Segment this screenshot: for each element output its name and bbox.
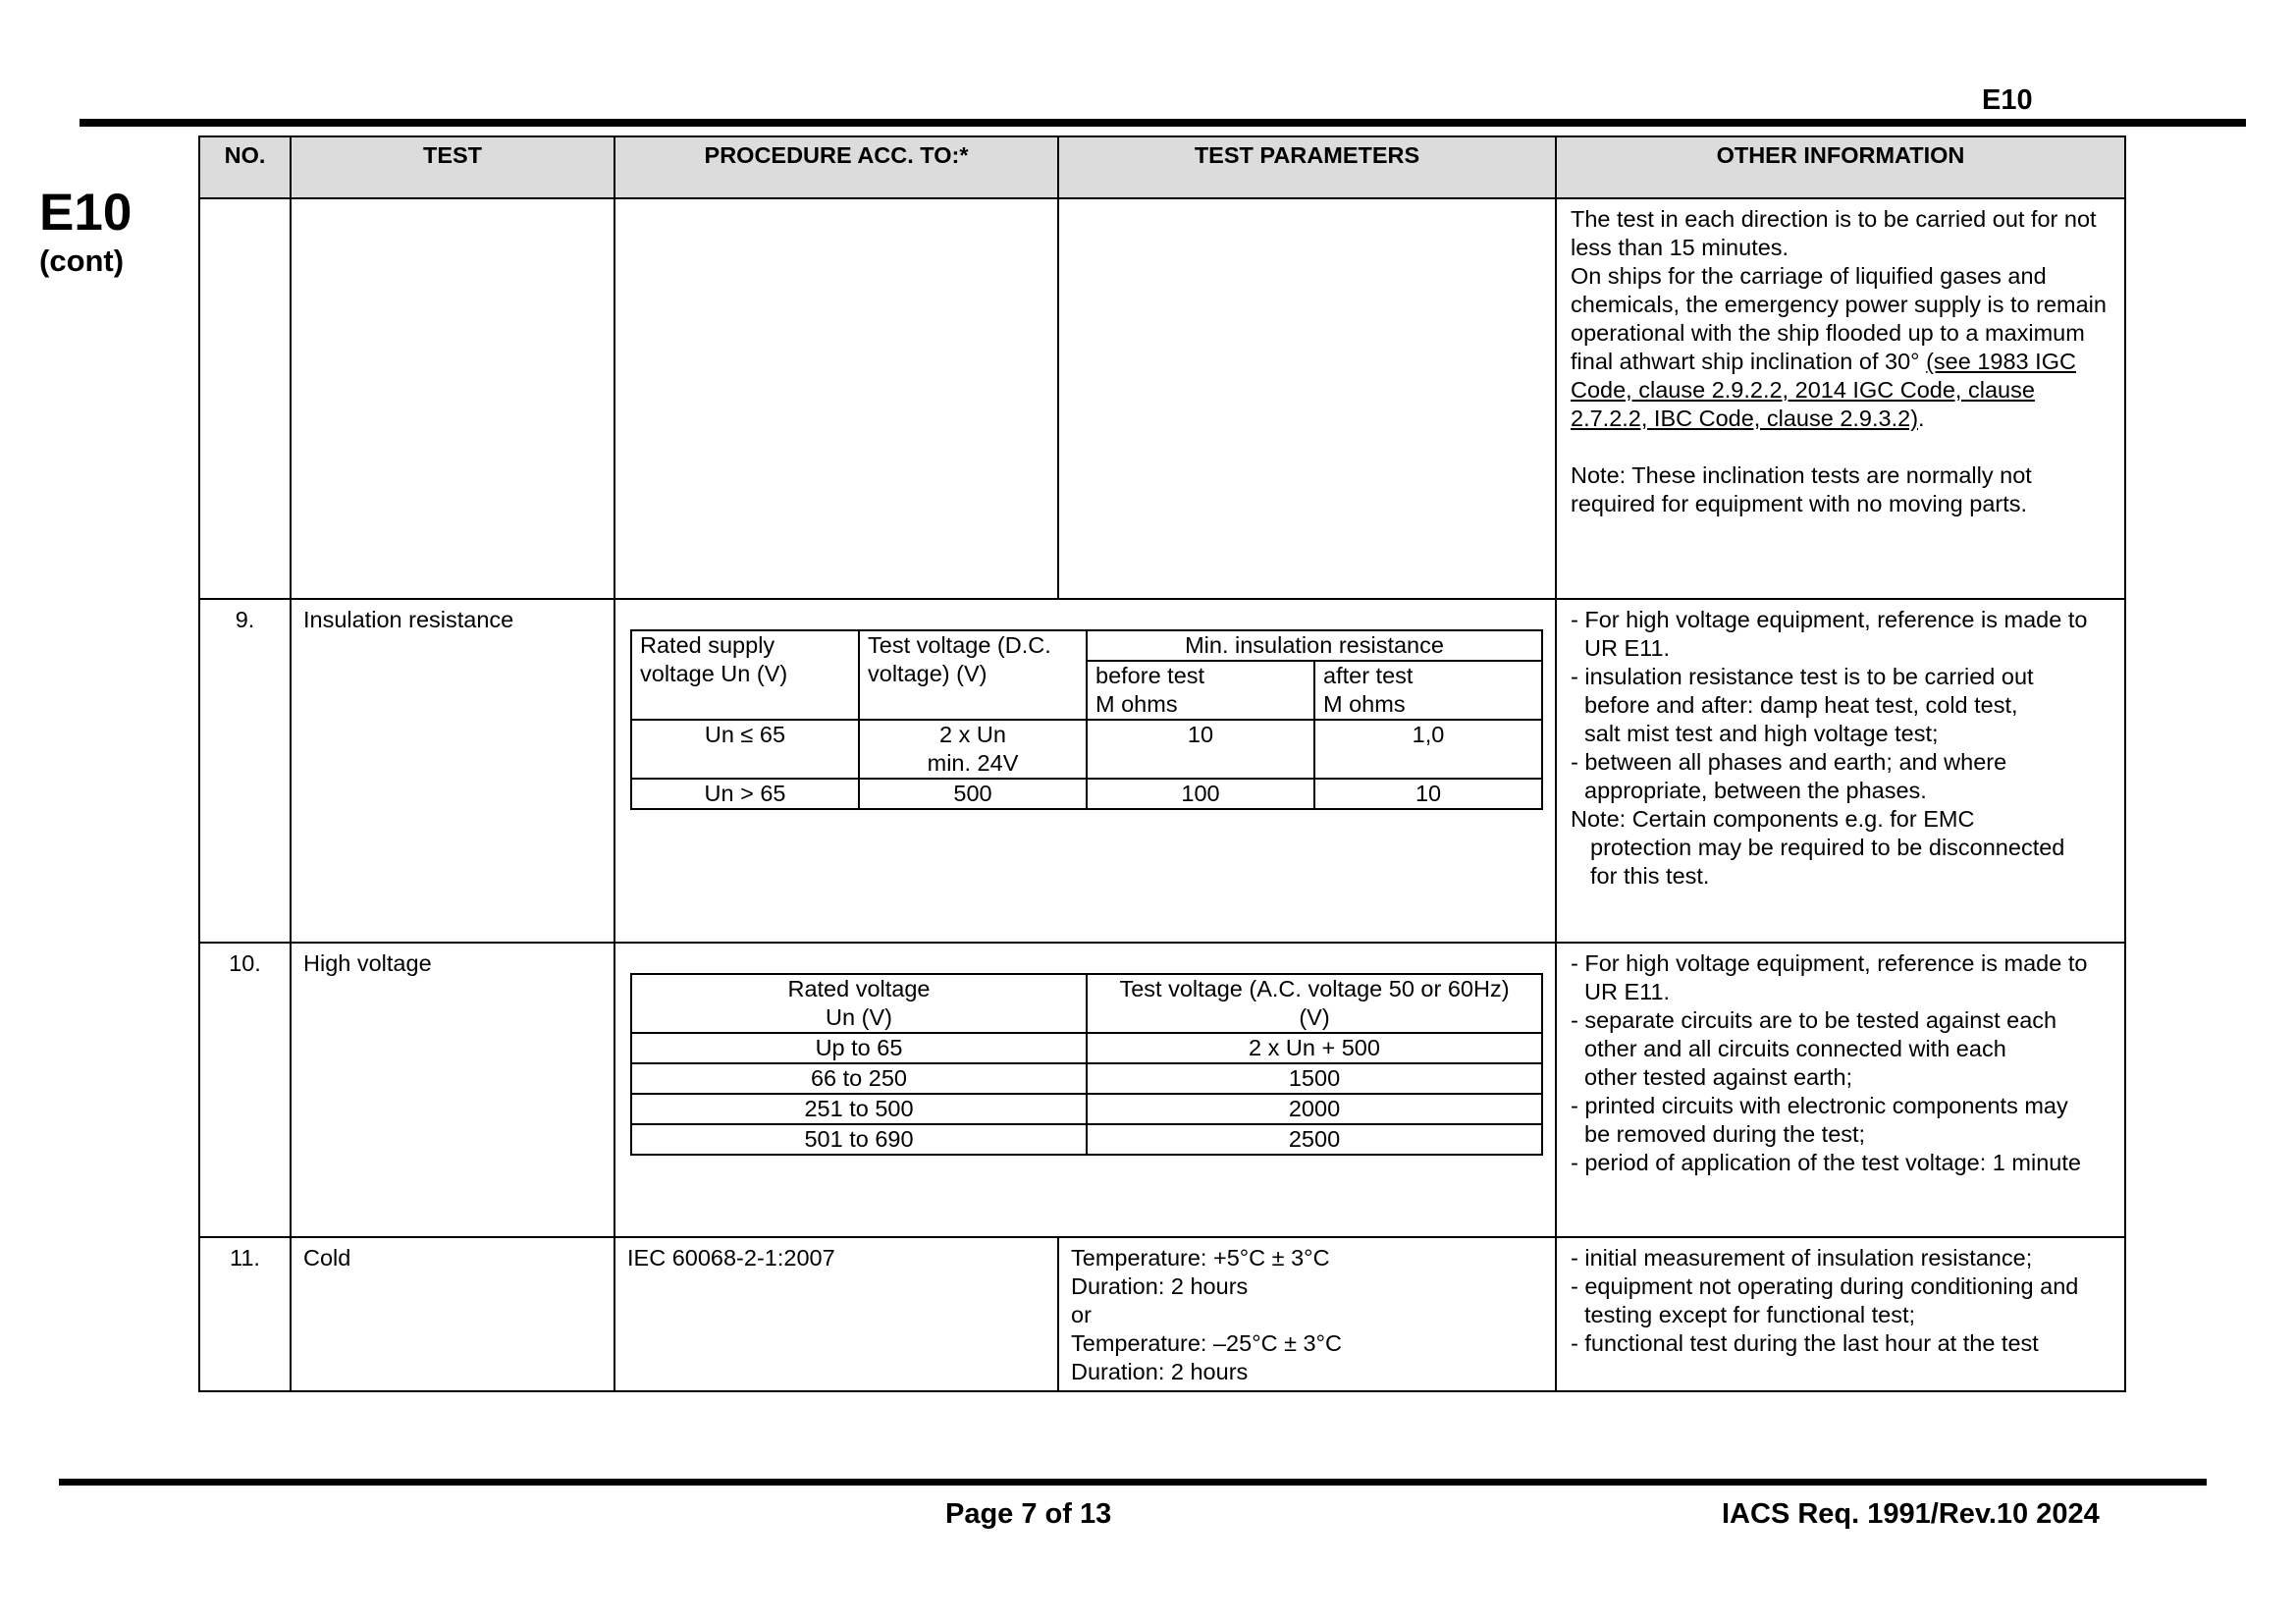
col-header-test: TEST xyxy=(291,136,614,198)
cell-no: 9. xyxy=(199,599,291,943)
other-text: The test in each direction is to be carried out for not less than 15 minutes. On ships for the carriage of liquified gases and chemicals, the emergency power supply is to remain operational with the ship flooded up to a maximum final athwart ship inclination of 30° xyxy=(1571,206,2107,374)
table-row xyxy=(199,943,2125,1237)
sub-row xyxy=(631,1033,1542,1063)
sub-cell: 2 x Un + 500 xyxy=(1087,1033,1542,1063)
sub-cell: 251 to 500 xyxy=(631,1094,1087,1124)
table-row xyxy=(199,1237,2125,1391)
sub-header-rated: Rated supply voltage Un (V) xyxy=(631,630,859,720)
other-line: - insulation resistance test is to be carried out xyxy=(1571,664,2034,689)
sub-row xyxy=(631,1124,1542,1155)
table-row xyxy=(199,198,2125,599)
side-cont: (cont) xyxy=(39,243,125,278)
other-line: other and all circuits connected with each xyxy=(1584,1036,2006,1061)
cell-other xyxy=(1556,198,2125,599)
sub-header-after: after test M ohms xyxy=(1314,661,1542,720)
high-voltage-subtable xyxy=(630,973,1543,1156)
sub-row xyxy=(631,779,1542,809)
other-line: before and after: damp heat test, cold test, xyxy=(1584,692,2018,718)
sub-cell: 2 x Un min. 24V xyxy=(859,720,1087,779)
cell-params xyxy=(1058,198,1556,599)
other-line: salt mist test and high voltage test; xyxy=(1584,721,1939,746)
table-header-row xyxy=(199,136,2125,198)
sub-cell: 501 to 690 xyxy=(631,1124,1087,1155)
other-line: - between all phases and earth; and where xyxy=(1571,749,2007,775)
col-header-no: NO. xyxy=(199,136,291,198)
other-line: UR E11. xyxy=(1584,979,1671,1004)
side-code: E10 xyxy=(39,184,133,242)
header-code: E10 xyxy=(1982,84,2033,116)
sub-cell: 2000 xyxy=(1087,1094,1542,1124)
igc-reference-link: (see 1983 IGC Code, clause 2.9.2.2, 2014 IGC Code, clause 2.7.2.2, IBC Code, clause 2.9.3.2) xyxy=(1571,349,2076,431)
other-line: - printed circuits with electronic components may xyxy=(1571,1093,2068,1118)
other-line: UR E11. xyxy=(1584,635,1671,661)
other-line: for this test. xyxy=(1590,863,1710,889)
cell-no xyxy=(199,198,291,599)
other-line: - functional test during the last hour at the test xyxy=(1571,1330,2039,1356)
sub-cell: Up to 65 xyxy=(631,1033,1087,1063)
cell-procedure-params xyxy=(614,599,1556,943)
cell-procedure-params xyxy=(614,943,1556,1237)
other-period: . xyxy=(1918,406,1925,431)
sub-cell: 100 xyxy=(1087,779,1314,809)
cell-test: Insulation resistance xyxy=(291,599,614,943)
sub-row xyxy=(631,1063,1542,1094)
other-line: - separate circuits are to be tested against each xyxy=(1571,1007,2057,1033)
other-line: be removed during the test; xyxy=(1584,1121,1866,1147)
cell-test: High voltage xyxy=(291,943,614,1237)
sub-cell: 10 xyxy=(1314,779,1542,809)
cell-no: 10. xyxy=(199,943,291,1237)
cell-other xyxy=(1556,943,2125,1237)
other-line: - equipment not operating during conditioning and xyxy=(1571,1273,2079,1299)
sub-header-test-voltage: Test voltage (D.C. voltage) (V) xyxy=(859,630,1087,720)
other-line: other tested against earth; xyxy=(1584,1064,1853,1090)
cell-no: 11. xyxy=(199,1237,291,1391)
sub-cell: 1,0 xyxy=(1314,720,1542,779)
sub-header-min-resistance: Min. insulation resistance xyxy=(1087,630,1542,661)
document-reference: IACS Req. 1991/Rev.10 2024 xyxy=(1722,1498,2100,1530)
sub-header-test-voltage: Test voltage (A.C. voltage 50 or 60Hz) (V) xyxy=(1087,974,1542,1033)
cell-procedure: IEC 60068-2-1:2007 xyxy=(614,1237,1058,1391)
footer-rule xyxy=(59,1479,2207,1486)
cell-procedure xyxy=(614,198,1058,599)
other-line: protection may be required to be disconnected xyxy=(1590,835,2065,860)
other-line: testing except for functional test; xyxy=(1584,1302,1916,1327)
sub-header-rated: Rated voltage Un (V) xyxy=(631,974,1087,1033)
sub-header-before: before test M ohms xyxy=(1087,661,1314,720)
other-line: Note: Certain components e.g. for EMC xyxy=(1571,806,1975,832)
sub-cell: 10 xyxy=(1087,720,1314,779)
cell-params: Temperature: +5°C ± 3°C Duration: 2 hours or Temperature: –25°C ± 3°C Duration: 2 hours xyxy=(1058,1237,1556,1391)
page-number: Page 7 of 13 xyxy=(945,1498,1112,1530)
other-note: Note: These inclination tests are normally not required for equipment with no moving parts. xyxy=(1571,462,2032,516)
cell-test xyxy=(291,198,614,599)
other-line: - For high voltage equipment, reference is made to xyxy=(1571,607,2088,632)
sub-cell: 2500 xyxy=(1087,1124,1542,1155)
requirements-table xyxy=(198,135,2126,1392)
col-header-procedure: PROCEDURE ACC. TO:* xyxy=(614,136,1058,198)
cell-test: Cold xyxy=(291,1237,614,1391)
other-line: - period of application of the test voltage: 1 minute xyxy=(1571,1150,2081,1175)
cell-other xyxy=(1556,599,2125,943)
col-header-other: OTHER INFORMATION xyxy=(1556,136,2125,198)
sub-cell: Un > 65 xyxy=(631,779,859,809)
other-line: appropriate, between the phases. xyxy=(1584,778,1927,803)
sub-row xyxy=(631,720,1542,779)
table-row xyxy=(199,599,2125,943)
cell-other xyxy=(1556,1237,2125,1391)
other-line: - initial measurement of insulation resistance; xyxy=(1571,1245,2033,1271)
col-header-parameters: TEST PARAMETERS xyxy=(1058,136,1556,198)
sub-cell: Un ≤ 65 xyxy=(631,720,859,779)
sub-cell: 500 xyxy=(859,779,1087,809)
sub-cell: 1500 xyxy=(1087,1063,1542,1094)
other-line: - For high voltage equipment, reference is made to xyxy=(1571,950,2088,976)
insulation-subtable xyxy=(630,629,1543,810)
sub-row xyxy=(631,1094,1542,1124)
header-rule xyxy=(80,119,2246,127)
sub-cell: 66 to 250 xyxy=(631,1063,1087,1094)
